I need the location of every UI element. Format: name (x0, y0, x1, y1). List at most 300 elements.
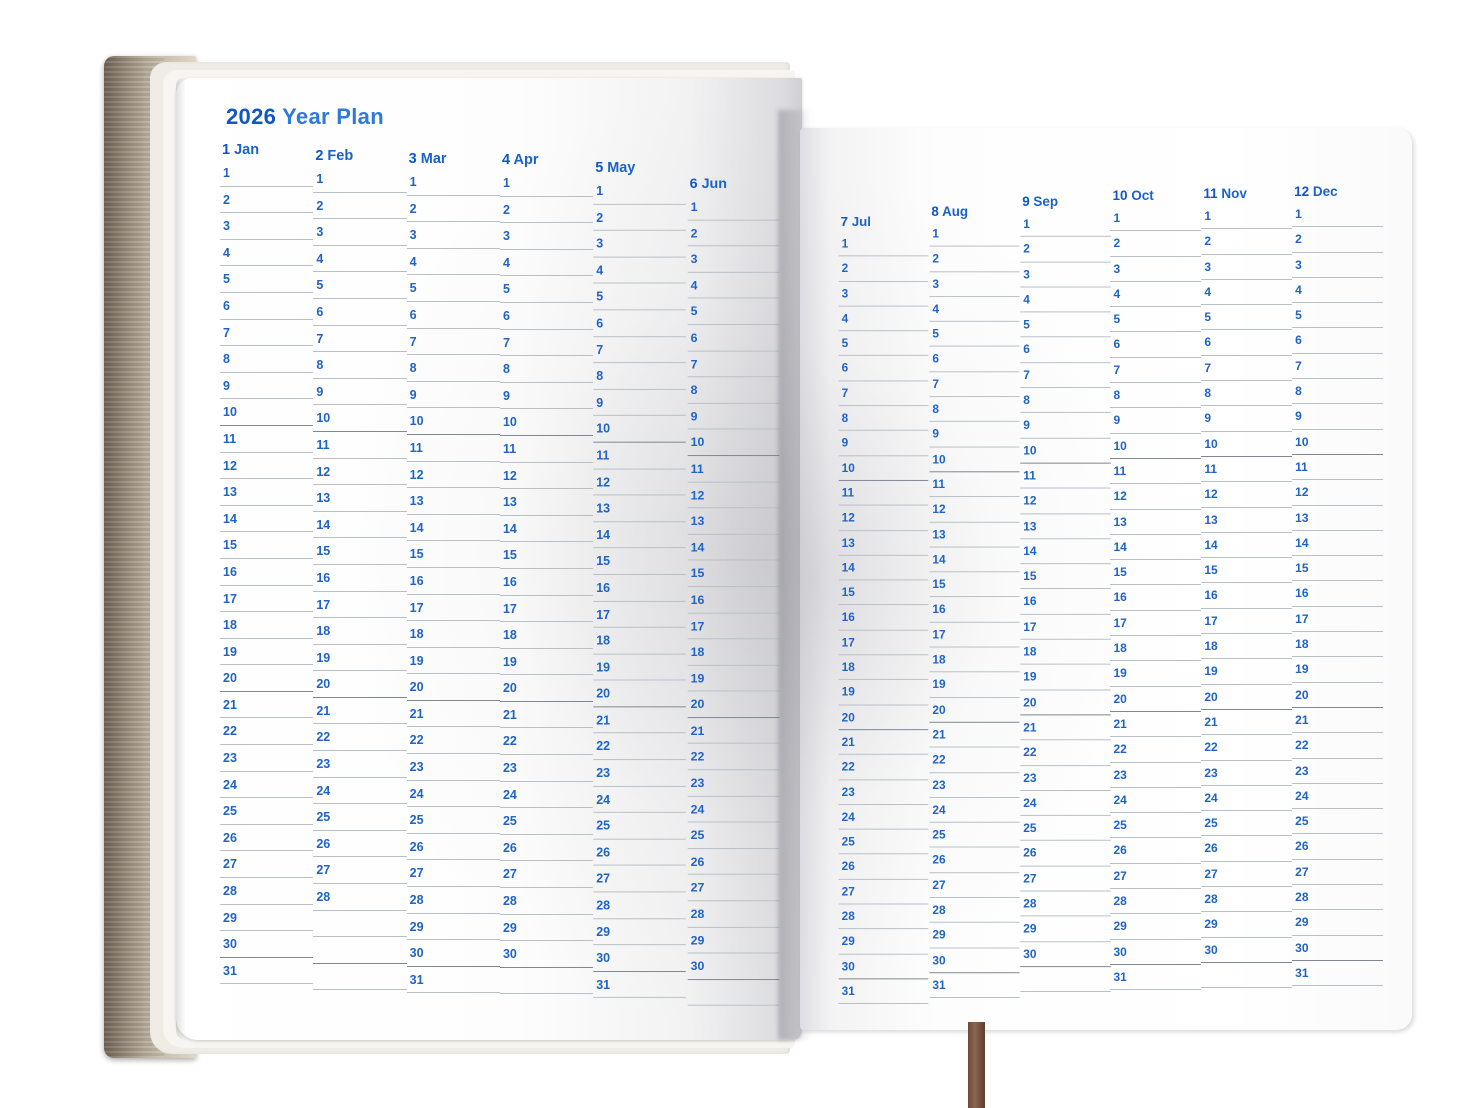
day-row[interactable]: 11 (594, 443, 687, 469)
day-row[interactable]: 8 (839, 406, 928, 431)
day-row[interactable]: 30 (500, 941, 593, 968)
day-row[interactable]: 14 (839, 556, 928, 581)
day-row[interactable]: 28 (1201, 887, 1292, 912)
day-row[interactable]: 31 (220, 958, 313, 985)
day-row[interactable]: 5 (929, 322, 1019, 347)
day-row[interactable]: 6 (500, 303, 593, 330)
day-row[interactable]: 10 (407, 408, 500, 435)
day-row[interactable]: 13 (594, 496, 687, 522)
day-row[interactable]: 1 (929, 222, 1019, 247)
day-row[interactable]: 24 (313, 778, 406, 805)
day-row[interactable]: 3 (929, 272, 1019, 297)
day-row[interactable]: 30 (1292, 936, 1383, 961)
day-row[interactable]: 28 (1020, 892, 1110, 917)
day-row[interactable]: 24 (1292, 784, 1383, 809)
day-row[interactable]: 16 (929, 597, 1019, 622)
day-row[interactable]: 14 (1292, 531, 1383, 556)
day-row[interactable]: 31 (594, 972, 687, 998)
day-row[interactable]: 17 (407, 595, 500, 622)
day-row[interactable]: 22 (500, 728, 593, 755)
day-row[interactable]: 26 (929, 848, 1019, 873)
day-row[interactable]: 26 (594, 840, 687, 866)
day-row[interactable]: 12 (407, 462, 500, 489)
day-row[interactable]: 8 (313, 352, 406, 379)
day-row[interactable]: 27 (1292, 860, 1383, 885)
day-row[interactable]: 24 (839, 805, 928, 830)
day-row[interactable]: 26 (1201, 836, 1292, 861)
day-row[interactable]: 11 (500, 436, 593, 463)
day-row[interactable]: 13 (839, 531, 928, 556)
day-row[interactable]: 13 (1201, 508, 1292, 533)
day-row[interactable]: 27 (407, 860, 500, 887)
day-row[interactable]: 28 (500, 888, 593, 915)
day-row[interactable]: 10 (1292, 430, 1383, 455)
day-row[interactable]: 8 (1201, 381, 1292, 406)
day-row[interactable]: 1 (1292, 202, 1383, 227)
day-row[interactable]: 29 (839, 929, 928, 954)
day-row[interactable]: 22 (1020, 740, 1110, 765)
day-row[interactable]: 17 (220, 586, 313, 613)
day-row[interactable]: 17 (929, 623, 1019, 648)
day-row[interactable]: 23 (313, 751, 406, 778)
day-row[interactable]: 6 (1201, 330, 1292, 355)
day-row[interactable]: 2 (839, 257, 928, 282)
day-row[interactable]: 14 (1201, 533, 1292, 558)
day-row[interactable]: 30 (839, 954, 928, 979)
day-row[interactable]: 3 (500, 223, 593, 250)
day-row[interactable]: 3 (313, 219, 406, 246)
day-row[interactable]: 16 (407, 568, 500, 595)
day-row[interactable]: 5 (220, 266, 313, 293)
day-row[interactable]: 1 (1201, 204, 1292, 229)
day-row[interactable]: 18 (313, 618, 406, 645)
day-row[interactable]: 15 (1020, 564, 1110, 589)
day-row[interactable]: 20 (220, 665, 313, 692)
day-row[interactable]: 23 (1110, 763, 1201, 788)
day-row[interactable]: 8 (687, 377, 779, 403)
day-row[interactable]: 23 (500, 755, 593, 782)
day-row[interactable]: 14 (500, 516, 593, 543)
day-row[interactable]: 29 (1020, 917, 1110, 942)
day-row[interactable]: 18 (929, 648, 1019, 673)
day-row-empty[interactable] (500, 968, 593, 995)
day-row[interactable]: 16 (1201, 583, 1292, 608)
day-row[interactable]: 27 (500, 861, 593, 888)
day-row[interactable]: 7 (1292, 354, 1383, 379)
day-row[interactable]: 18 (687, 639, 779, 665)
day-row[interactable]: 12 (500, 463, 593, 490)
day-row[interactable]: 13 (313, 485, 406, 512)
day-row[interactable]: 29 (1292, 910, 1383, 935)
day-row[interactable]: 2 (220, 187, 313, 214)
day-row[interactable]: 28 (594, 892, 687, 918)
day-row[interactable]: 1 (313, 166, 406, 193)
day-row[interactable]: 12 (839, 506, 928, 531)
day-row[interactable]: 16 (594, 575, 687, 601)
day-row[interactable]: 8 (500, 356, 593, 383)
day-row[interactable]: 13 (687, 508, 779, 534)
day-row[interactable]: 3 (220, 213, 313, 240)
day-row[interactable]: 2 (1292, 227, 1383, 252)
day-row[interactable]: 20 (407, 674, 500, 701)
day-row[interactable]: 22 (687, 744, 779, 770)
day-row[interactable]: 25 (929, 823, 1019, 848)
day-row[interactable]: 15 (313, 538, 406, 565)
day-row[interactable]: 6 (1020, 338, 1110, 363)
day-row[interactable]: 9 (407, 382, 500, 409)
day-row[interactable]: 19 (687, 666, 779, 692)
day-row[interactable]: 28 (1110, 889, 1201, 914)
day-row[interactable]: 2 (594, 204, 687, 230)
day-row[interactable]: 25 (687, 823, 779, 849)
day-row[interactable]: 14 (687, 535, 779, 561)
day-row[interactable]: 9 (839, 431, 928, 456)
day-row[interactable]: 9 (1020, 413, 1110, 438)
day-row[interactable]: 18 (594, 628, 687, 654)
day-row[interactable]: 29 (407, 914, 500, 941)
day-row[interactable]: 14 (220, 506, 313, 533)
day-row[interactable]: 21 (313, 698, 406, 725)
day-row[interactable]: 11 (929, 472, 1019, 497)
day-row[interactable]: 11 (1292, 455, 1383, 480)
day-row[interactable]: 16 (220, 559, 313, 586)
day-row[interactable]: 25 (1201, 811, 1292, 836)
day-row[interactable]: 10 (929, 447, 1019, 472)
day-row-empty[interactable] (687, 980, 779, 1006)
day-row[interactable]: 3 (1020, 262, 1110, 287)
day-row[interactable]: 11 (687, 456, 779, 482)
day-row[interactable]: 11 (220, 426, 313, 453)
day-row[interactable]: 31 (407, 967, 500, 994)
day-row[interactable]: 21 (1201, 710, 1292, 735)
day-row[interactable]: 2 (929, 247, 1019, 272)
day-row[interactable]: 23 (407, 754, 500, 781)
day-row[interactable]: 20 (1020, 690, 1110, 715)
day-row[interactable]: 2 (313, 193, 406, 220)
day-row[interactable]: 17 (500, 596, 593, 623)
day-row[interactable]: 5 (1292, 303, 1383, 328)
day-row[interactable]: 6 (687, 325, 779, 351)
day-row[interactable]: 8 (1110, 383, 1201, 408)
day-row[interactable]: 18 (1020, 640, 1110, 665)
day-row[interactable]: 20 (313, 671, 406, 698)
day-row[interactable]: 18 (839, 655, 928, 680)
day-row[interactable]: 22 (220, 718, 313, 745)
day-row[interactable]: 14 (594, 522, 687, 548)
day-row[interactable]: 1 (1020, 212, 1110, 237)
day-row[interactable]: 17 (594, 601, 687, 627)
day-row[interactable]: 19 (407, 648, 500, 675)
day-row[interactable]: 26 (313, 831, 406, 858)
day-row[interactable]: 17 (1110, 611, 1201, 636)
day-row[interactable]: 7 (407, 329, 500, 356)
day-row[interactable]: 27 (1201, 862, 1292, 887)
day-row[interactable]: 15 (220, 532, 313, 559)
day-row[interactable]: 30 (220, 931, 313, 958)
day-row[interactable]: 18 (500, 622, 593, 649)
day-row[interactable]: 1 (407, 169, 500, 196)
day-row[interactable]: 26 (839, 855, 928, 880)
day-row[interactable]: 15 (1292, 556, 1383, 581)
day-row[interactable]: 9 (687, 404, 779, 430)
day-row[interactable]: 23 (929, 773, 1019, 798)
day-row[interactable]: 29 (687, 927, 779, 953)
day-row[interactable]: 5 (500, 276, 593, 303)
day-row[interactable]: 15 (594, 548, 687, 574)
day-row[interactable]: 4 (839, 306, 928, 331)
day-row[interactable]: 9 (929, 422, 1019, 447)
day-row[interactable]: 6 (594, 310, 687, 336)
day-row[interactable]: 6 (313, 299, 406, 326)
day-row[interactable]: 24 (594, 787, 687, 813)
day-row[interactable]: 18 (220, 612, 313, 639)
day-row[interactable]: 7 (594, 337, 687, 363)
day-row[interactable]: 23 (1020, 766, 1110, 791)
day-row[interactable]: 21 (220, 692, 313, 719)
day-row[interactable]: 29 (594, 919, 687, 945)
day-row[interactable]: 18 (1110, 636, 1201, 661)
day-row[interactable]: 9 (1110, 408, 1201, 433)
day-row[interactable]: 12 (594, 469, 687, 495)
day-row[interactable]: 16 (687, 587, 779, 613)
day-row[interactable]: 10 (594, 416, 687, 442)
day-row[interactable]: 23 (1201, 761, 1292, 786)
day-row[interactable]: 22 (1201, 735, 1292, 760)
day-row[interactable]: 16 (1292, 581, 1383, 606)
day-row[interactable]: 23 (594, 760, 687, 786)
day-row[interactable]: 12 (220, 453, 313, 480)
day-row[interactable]: 7 (1201, 356, 1292, 381)
day-row[interactable]: 6 (220, 293, 313, 320)
day-row[interactable]: 22 (1110, 737, 1201, 762)
day-row[interactable]: 21 (1020, 715, 1110, 740)
day-row[interactable]: 12 (929, 497, 1019, 522)
day-row[interactable]: 8 (1020, 388, 1110, 413)
day-row[interactable]: 7 (500, 330, 593, 357)
day-row[interactable]: 7 (687, 351, 779, 377)
day-row[interactable]: 5 (1201, 305, 1292, 330)
day-row[interactable]: 30 (1020, 942, 1110, 967)
day-row[interactable]: 16 (313, 565, 406, 592)
day-row[interactable]: 21 (407, 701, 500, 728)
day-row[interactable]: 18 (407, 621, 500, 648)
day-row[interactable]: 17 (313, 592, 406, 619)
day-row[interactable]: 13 (1292, 506, 1383, 531)
day-row[interactable]: 10 (1020, 438, 1110, 463)
day-row[interactable]: 19 (1201, 659, 1292, 684)
day-row[interactable]: 24 (407, 781, 500, 808)
day-row[interactable]: 3 (839, 282, 928, 307)
day-row[interactable]: 9 (313, 379, 406, 406)
day-row[interactable]: 13 (500, 489, 593, 516)
day-row[interactable]: 18 (1292, 632, 1383, 657)
day-row[interactable]: 22 (313, 724, 406, 751)
day-row[interactable]: 24 (220, 772, 313, 799)
day-row[interactable]: 13 (1110, 510, 1201, 535)
day-row[interactable]: 29 (500, 915, 593, 942)
day-row[interactable]: 2 (1020, 237, 1110, 262)
day-row[interactable]: 25 (839, 830, 928, 855)
day-row[interactable]: 10 (1110, 434, 1201, 459)
day-row[interactable]: 24 (500, 782, 593, 809)
day-row[interactable]: 3 (407, 222, 500, 249)
day-row[interactable]: 4 (1201, 280, 1292, 305)
day-row[interactable]: 23 (1292, 759, 1383, 784)
day-row[interactable]: 12 (687, 482, 779, 508)
day-row[interactable]: 27 (687, 875, 779, 901)
day-row[interactable]: 4 (929, 297, 1019, 322)
day-row[interactable]: 8 (929, 397, 1019, 422)
day-row[interactable]: 26 (500, 835, 593, 862)
day-row[interactable]: 24 (1201, 786, 1292, 811)
day-row[interactable]: 12 (1020, 489, 1110, 514)
day-row[interactable]: 22 (929, 748, 1019, 773)
day-row[interactable]: 7 (929, 372, 1019, 397)
day-row[interactable]: 1 (220, 160, 313, 187)
day-row[interactable]: 2 (407, 196, 500, 223)
day-row[interactable]: 28 (407, 887, 500, 914)
day-row[interactable]: 24 (1020, 791, 1110, 816)
day-row[interactable]: 18 (1201, 634, 1292, 659)
day-row[interactable]: 4 (687, 273, 779, 299)
day-row[interactable]: 8 (594, 363, 687, 389)
day-row[interactable]: 27 (839, 880, 928, 905)
day-row[interactable]: 11 (1020, 464, 1110, 489)
day-row[interactable]: 21 (1110, 712, 1201, 737)
day-row[interactable]: 10 (1201, 432, 1292, 457)
day-row[interactable]: 10 (313, 405, 406, 432)
day-row[interactable]: 21 (500, 702, 593, 729)
day-row[interactable]: 30 (594, 945, 687, 971)
day-row[interactable]: 30 (1201, 938, 1292, 963)
day-row[interactable]: 14 (1020, 539, 1110, 564)
day-row-empty[interactable] (1201, 963, 1292, 988)
day-row[interactable]: 19 (500, 649, 593, 676)
day-row[interactable]: 30 (929, 948, 1019, 973)
day-row[interactable]: 11 (313, 432, 406, 459)
day-row[interactable]: 19 (1292, 657, 1383, 682)
day-row[interactable]: 14 (313, 512, 406, 539)
day-row[interactable]: 5 (313, 272, 406, 299)
day-row[interactable]: 16 (1110, 585, 1201, 610)
day-row[interactable]: 30 (687, 954, 779, 980)
day-row[interactable]: 2 (687, 220, 779, 246)
day-row[interactable]: 1 (500, 170, 593, 197)
day-row[interactable]: 8 (220, 346, 313, 373)
day-row[interactable]: 15 (500, 542, 593, 569)
day-row[interactable]: 15 (1201, 558, 1292, 583)
day-row[interactable]: 14 (407, 515, 500, 542)
day-row[interactable]: 23 (839, 780, 928, 805)
day-row[interactable]: 30 (407, 940, 500, 967)
day-row[interactable]: 26 (407, 834, 500, 861)
day-row[interactable]: 19 (1020, 665, 1110, 690)
day-row[interactable]: 4 (500, 250, 593, 277)
day-row[interactable]: 1 (839, 232, 928, 257)
day-row[interactable]: 27 (929, 873, 1019, 898)
day-row[interactable]: 28 (929, 898, 1019, 923)
day-row[interactable]: 10 (839, 456, 928, 481)
day-row[interactable]: 21 (687, 718, 779, 744)
day-row[interactable]: 17 (1292, 607, 1383, 632)
day-row[interactable]: 13 (929, 522, 1019, 547)
day-row[interactable]: 11 (1110, 459, 1201, 484)
day-row[interactable]: 5 (839, 331, 928, 356)
day-row[interactable]: 12 (313, 459, 406, 486)
day-row[interactable]: 25 (500, 808, 593, 835)
day-row[interactable]: 24 (687, 797, 779, 823)
day-row[interactable]: 22 (839, 755, 928, 780)
day-row[interactable]: 1 (594, 178, 687, 204)
day-row[interactable]: 15 (839, 581, 928, 606)
day-row[interactable]: 26 (1110, 838, 1201, 863)
day-row[interactable]: 14 (1110, 535, 1201, 560)
day-row[interactable]: 31 (839, 979, 928, 1004)
day-row-empty[interactable] (313, 937, 406, 964)
day-row[interactable]: 25 (407, 807, 500, 834)
day-row[interactable]: 29 (220, 905, 313, 932)
day-row[interactable]: 22 (407, 727, 500, 754)
day-row[interactable]: 29 (1110, 914, 1201, 939)
day-row[interactable]: 7 (1020, 363, 1110, 388)
day-row[interactable]: 21 (594, 707, 687, 733)
day-row[interactable]: 6 (929, 347, 1019, 372)
day-row[interactable]: 9 (220, 373, 313, 400)
day-row-empty[interactable] (313, 911, 406, 938)
day-row[interactable]: 11 (407, 435, 500, 462)
day-row[interactable]: 16 (500, 569, 593, 596)
day-row[interactable]: 13 (407, 488, 500, 515)
day-row[interactable]: 25 (594, 813, 687, 839)
day-row[interactable]: 30 (1110, 940, 1201, 965)
day-row[interactable]: 21 (839, 730, 928, 755)
day-row[interactable]: 20 (929, 698, 1019, 723)
day-row[interactable]: 20 (1292, 683, 1383, 708)
day-row[interactable]: 19 (594, 654, 687, 680)
day-row[interactable]: 31 (1110, 965, 1201, 990)
day-row[interactable]: 5 (1020, 313, 1110, 338)
day-row[interactable]: 14 (929, 547, 1019, 572)
day-row[interactable]: 7 (313, 326, 406, 353)
day-row[interactable]: 5 (687, 299, 779, 325)
day-row[interactable]: 25 (1292, 809, 1383, 834)
day-row[interactable]: 10 (220, 399, 313, 426)
day-row-empty[interactable] (313, 964, 406, 991)
day-row[interactable]: 4 (407, 249, 500, 276)
day-row[interactable]: 3 (1201, 255, 1292, 280)
day-row[interactable]: 4 (1110, 282, 1201, 307)
day-row[interactable]: 5 (1110, 307, 1201, 332)
day-row[interactable]: 27 (1110, 864, 1201, 889)
day-row[interactable]: 20 (500, 675, 593, 702)
day-row[interactable]: 12 (1110, 484, 1201, 509)
day-row[interactable]: 27 (313, 857, 406, 884)
day-row[interactable]: 15 (687, 561, 779, 587)
day-row[interactable]: 3 (1292, 253, 1383, 278)
day-row[interactable]: 6 (1110, 332, 1201, 357)
day-row[interactable]: 11 (1201, 457, 1292, 482)
day-row[interactable]: 8 (1292, 379, 1383, 404)
day-row[interactable]: 19 (839, 680, 928, 705)
day-row[interactable]: 25 (313, 804, 406, 831)
day-row[interactable]: 20 (839, 705, 928, 730)
day-row[interactable]: 4 (1020, 287, 1110, 312)
day-row[interactable]: 20 (594, 681, 687, 707)
day-row[interactable]: 28 (1292, 885, 1383, 910)
day-row[interactable]: 26 (687, 849, 779, 875)
day-row[interactable]: 6 (1292, 328, 1383, 353)
day-row[interactable]: 20 (687, 692, 779, 718)
